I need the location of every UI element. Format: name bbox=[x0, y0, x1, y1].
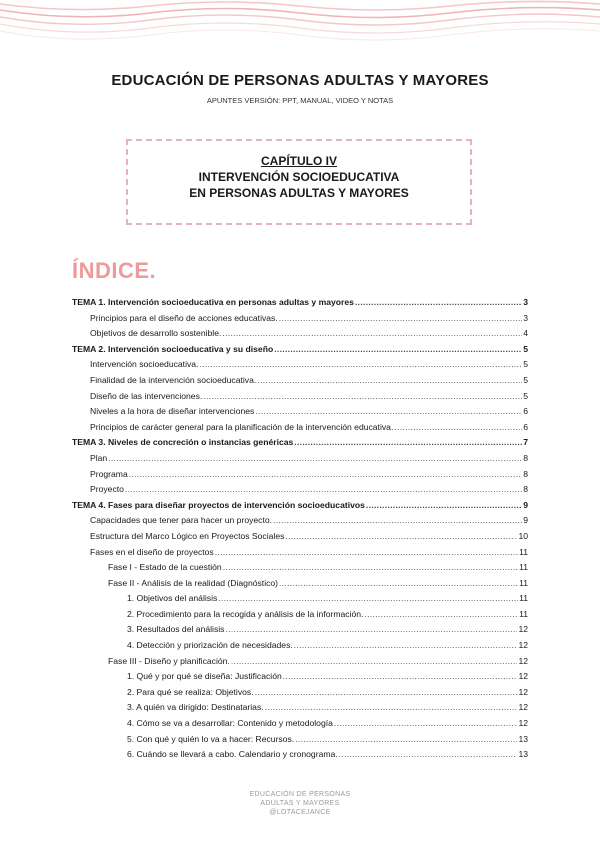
toc-dot-leader bbox=[257, 375, 522, 385]
toc-dot-leader bbox=[339, 749, 518, 759]
toc-entry-label: Proyecto bbox=[90, 484, 124, 495]
toc-dot-leader bbox=[265, 702, 518, 712]
toc-entry-page: 8 bbox=[523, 452, 528, 463]
toc-entry[interactable] bbox=[72, 359, 528, 375]
toc-entry-label: Principios para el diseño de acciones educativas. bbox=[90, 312, 278, 323]
toc-entry-label: TEMA 2. Intervención socioeducativa y su diseño bbox=[72, 343, 274, 354]
toc-entry[interactable] bbox=[72, 437, 528, 453]
toc-entry[interactable] bbox=[72, 375, 528, 391]
toc-dot-leader bbox=[273, 515, 522, 525]
toc-entry-label: 3. A quién va dirigido: Destinatarias. bbox=[127, 702, 264, 713]
toc-entry-label: 2. Procedimiento para la recogida y análisis de la información. bbox=[127, 608, 364, 619]
toc-dot-leader bbox=[366, 500, 522, 510]
toc-entry[interactable] bbox=[72, 422, 528, 438]
toc-entry[interactable] bbox=[72, 484, 528, 500]
toc-entry-label: Intervención socioeducativa. bbox=[90, 359, 199, 370]
toc-dot-leader bbox=[255, 687, 518, 697]
toc-entry[interactable] bbox=[72, 687, 528, 703]
toc-entry-page: 8 bbox=[523, 484, 528, 495]
toc-dot-leader bbox=[334, 718, 518, 728]
toc-entry-page: 9 bbox=[523, 515, 528, 526]
toc-entry[interactable] bbox=[72, 578, 528, 594]
table-of-contents bbox=[72, 297, 528, 765]
toc-entry-label: Niveles a la hora de diseñar intervenciones bbox=[90, 406, 255, 417]
toc-dot-leader bbox=[279, 578, 518, 588]
toc-entry-page: 12 bbox=[518, 624, 528, 635]
toc-dot-leader bbox=[294, 640, 518, 650]
toc-entry-page: 8 bbox=[523, 468, 528, 479]
toc-entry[interactable] bbox=[72, 328, 528, 344]
document-subtitle: APUNTES VERSIÓN: PPT, MANUAL, VIDEO Y NOTAS bbox=[206, 96, 394, 105]
toc-entry-page: 11 bbox=[519, 577, 528, 588]
toc-entry-label: Diseño de las intervenciones. bbox=[90, 390, 203, 401]
toc-entry[interactable] bbox=[72, 734, 528, 750]
toc-entry[interactable] bbox=[72, 406, 528, 422]
toc-dot-leader bbox=[199, 359, 522, 369]
toc-entry-page: 5 bbox=[523, 390, 528, 401]
toc-entry[interactable] bbox=[72, 453, 528, 469]
toc-entry[interactable] bbox=[72, 593, 528, 609]
decorative-wave-header bbox=[0, 0, 600, 50]
toc-dot-leader bbox=[203, 391, 522, 401]
toc-entry[interactable] bbox=[72, 718, 528, 734]
toc-entry-label: 4. Cómo se va a desarrollar: Contenido y metodología bbox=[127, 718, 333, 729]
toc-entry-page: 4 bbox=[523, 328, 528, 339]
toc-entry[interactable] bbox=[72, 391, 528, 407]
toc-entry-label: TEMA 1. Intervención socioeducativa en personas adultas y mayores bbox=[72, 297, 354, 307]
toc-entry-page: 12 bbox=[518, 671, 528, 682]
toc-entry-page: 3 bbox=[523, 312, 528, 323]
toc-entry-label: 6. Cuándo se llevará a cabo. Calendario y cronograma. bbox=[127, 749, 338, 760]
toc-dot-leader bbox=[364, 609, 518, 619]
toc-entry-page: 12 bbox=[518, 718, 528, 729]
toc-entry-page: 3 bbox=[523, 297, 528, 307]
chapter-title-line2: EN PERSONAS ADULTAS Y MAYORES bbox=[189, 186, 409, 200]
chapter-box bbox=[126, 139, 472, 225]
toc-entry-label: 2. Para qué se realiza: Objetivos. bbox=[127, 686, 254, 697]
toc-entry-page: 11 bbox=[519, 608, 528, 619]
toc-entry[interactable] bbox=[72, 640, 528, 656]
toc-entry-label: Objetivos de desarrollo sostenible. bbox=[90, 328, 222, 339]
toc-entry[interactable] bbox=[72, 469, 528, 485]
toc-entry-page: 13 bbox=[518, 749, 528, 760]
toc-dot-leader bbox=[295, 734, 517, 744]
toc-entry[interactable] bbox=[72, 531, 528, 547]
index-heading: ÍNDICE. bbox=[72, 258, 157, 283]
toc-entry-page: 11 bbox=[519, 593, 528, 604]
toc-dot-leader bbox=[129, 469, 522, 479]
toc-dot-leader bbox=[255, 406, 522, 416]
toc-dot-leader bbox=[274, 344, 522, 354]
toc-entry-label: Finalidad de la intervención socioeducativa. bbox=[90, 374, 257, 385]
toc-dot-leader bbox=[223, 562, 518, 572]
toc-entry-page: 11 bbox=[519, 562, 528, 573]
toc-entry-label: Programa bbox=[90, 468, 128, 479]
toc-dot-leader bbox=[125, 484, 522, 494]
toc-dot-leader bbox=[222, 328, 522, 338]
toc-entry-page: 5 bbox=[523, 359, 528, 370]
chapter-title-line1: INTERVENCIÓN SOCIOEDUCATIVA bbox=[198, 170, 400, 184]
toc-entry-page: 6 bbox=[523, 406, 528, 417]
toc-entry-page: 5 bbox=[523, 374, 528, 385]
toc-entry-page: 7 bbox=[523, 437, 528, 448]
toc-entry[interactable] bbox=[72, 656, 528, 672]
toc-dot-leader bbox=[231, 656, 518, 666]
toc-dot-leader bbox=[294, 437, 522, 447]
toc-entry[interactable] bbox=[72, 313, 528, 329]
toc-entry[interactable] bbox=[72, 624, 528, 640]
footer-line3: @LOTACEJANCE bbox=[269, 809, 331, 816]
toc-entry-label: 4. Detección y priorización de necesidades. bbox=[127, 640, 293, 651]
toc-dot-leader bbox=[355, 297, 522, 307]
toc-entry-page: 12 bbox=[518, 640, 528, 651]
toc-entry[interactable] bbox=[72, 609, 528, 625]
toc-entry-page: 12 bbox=[518, 686, 528, 697]
toc-dot-leader bbox=[215, 547, 518, 557]
toc-entry[interactable] bbox=[72, 562, 528, 578]
toc-entry-label: Fase I - Estado de la cuestión bbox=[108, 562, 222, 573]
page-footer bbox=[0, 790, 600, 817]
toc-entry[interactable] bbox=[72, 515, 528, 531]
toc-entry-label: 1. Qué y por qué se diseña: Justificación bbox=[127, 671, 282, 682]
toc-dot-leader bbox=[218, 593, 518, 603]
toc-entry-label: 3. Resultados del análisis bbox=[127, 624, 225, 635]
toc-entry[interactable] bbox=[72, 297, 528, 313]
toc-entry-label: Fases en el diseño de proyectos bbox=[90, 546, 214, 557]
toc-dot-leader bbox=[225, 624, 517, 634]
toc-entry-label: Principios de carácter general para la planificación de la intervención educativa. bbox=[90, 421, 394, 432]
footer-line2: ADULTAS Y MAYORES bbox=[260, 800, 340, 807]
toc-entry[interactable] bbox=[72, 344, 528, 360]
toc-entry-page: 9 bbox=[523, 499, 528, 510]
toc-dot-leader bbox=[108, 453, 522, 463]
toc-entry-page: 10 bbox=[518, 530, 528, 541]
toc-dot-leader bbox=[283, 671, 518, 681]
toc-entry-page: 12 bbox=[518, 655, 528, 666]
toc-entry-label: TEMA 3. Niveles de concreción o instancias genéricas bbox=[72, 437, 294, 448]
toc-entry[interactable] bbox=[72, 671, 528, 687]
toc-entry[interactable] bbox=[72, 547, 528, 563]
toc-entry-label: Fase II - Análisis de la realidad (Diagnóstico) bbox=[108, 577, 279, 588]
toc-entry[interactable] bbox=[72, 702, 528, 718]
toc-dot-leader bbox=[394, 422, 522, 432]
document-title: EDUCACIÓN DE PERSONAS ADULTAS Y MAYORES bbox=[111, 72, 489, 89]
toc-entry-page: 12 bbox=[518, 702, 528, 713]
toc-entry-page: 13 bbox=[518, 733, 528, 744]
toc-entry-label: Plan bbox=[90, 452, 108, 463]
footer-line1: EDUCACIÓN DE PERSONAS bbox=[249, 791, 351, 798]
toc-entry-label: Fase III - Diseño y planificación. bbox=[108, 655, 230, 666]
toc-entry[interactable] bbox=[72, 749, 528, 765]
toc-entry-label: 1. Objetivos del análisis bbox=[127, 593, 218, 604]
toc-entry-label: TEMA 4. Fases para diseñar proyectos de intervención socioeducativos bbox=[72, 499, 365, 510]
toc-entry-page: 11 bbox=[519, 546, 528, 557]
toc-entry-label: 5. Con qué y quién lo va a hacer: Recursos. bbox=[127, 733, 295, 744]
toc-entry-page: 6 bbox=[523, 421, 528, 432]
toc-entry-label: Capacidades que tener para hacer un proyecto. bbox=[90, 515, 273, 526]
toc-entry-page: 5 bbox=[523, 343, 528, 354]
toc-entry[interactable] bbox=[72, 500, 528, 516]
toc-dot-leader bbox=[285, 531, 517, 541]
toc-entry-label: Estructura del Marco Lógico en Proyectos Sociales bbox=[90, 530, 285, 541]
toc-dot-leader bbox=[279, 313, 522, 323]
chapter-label: CAPÍTULO IV bbox=[260, 154, 337, 168]
